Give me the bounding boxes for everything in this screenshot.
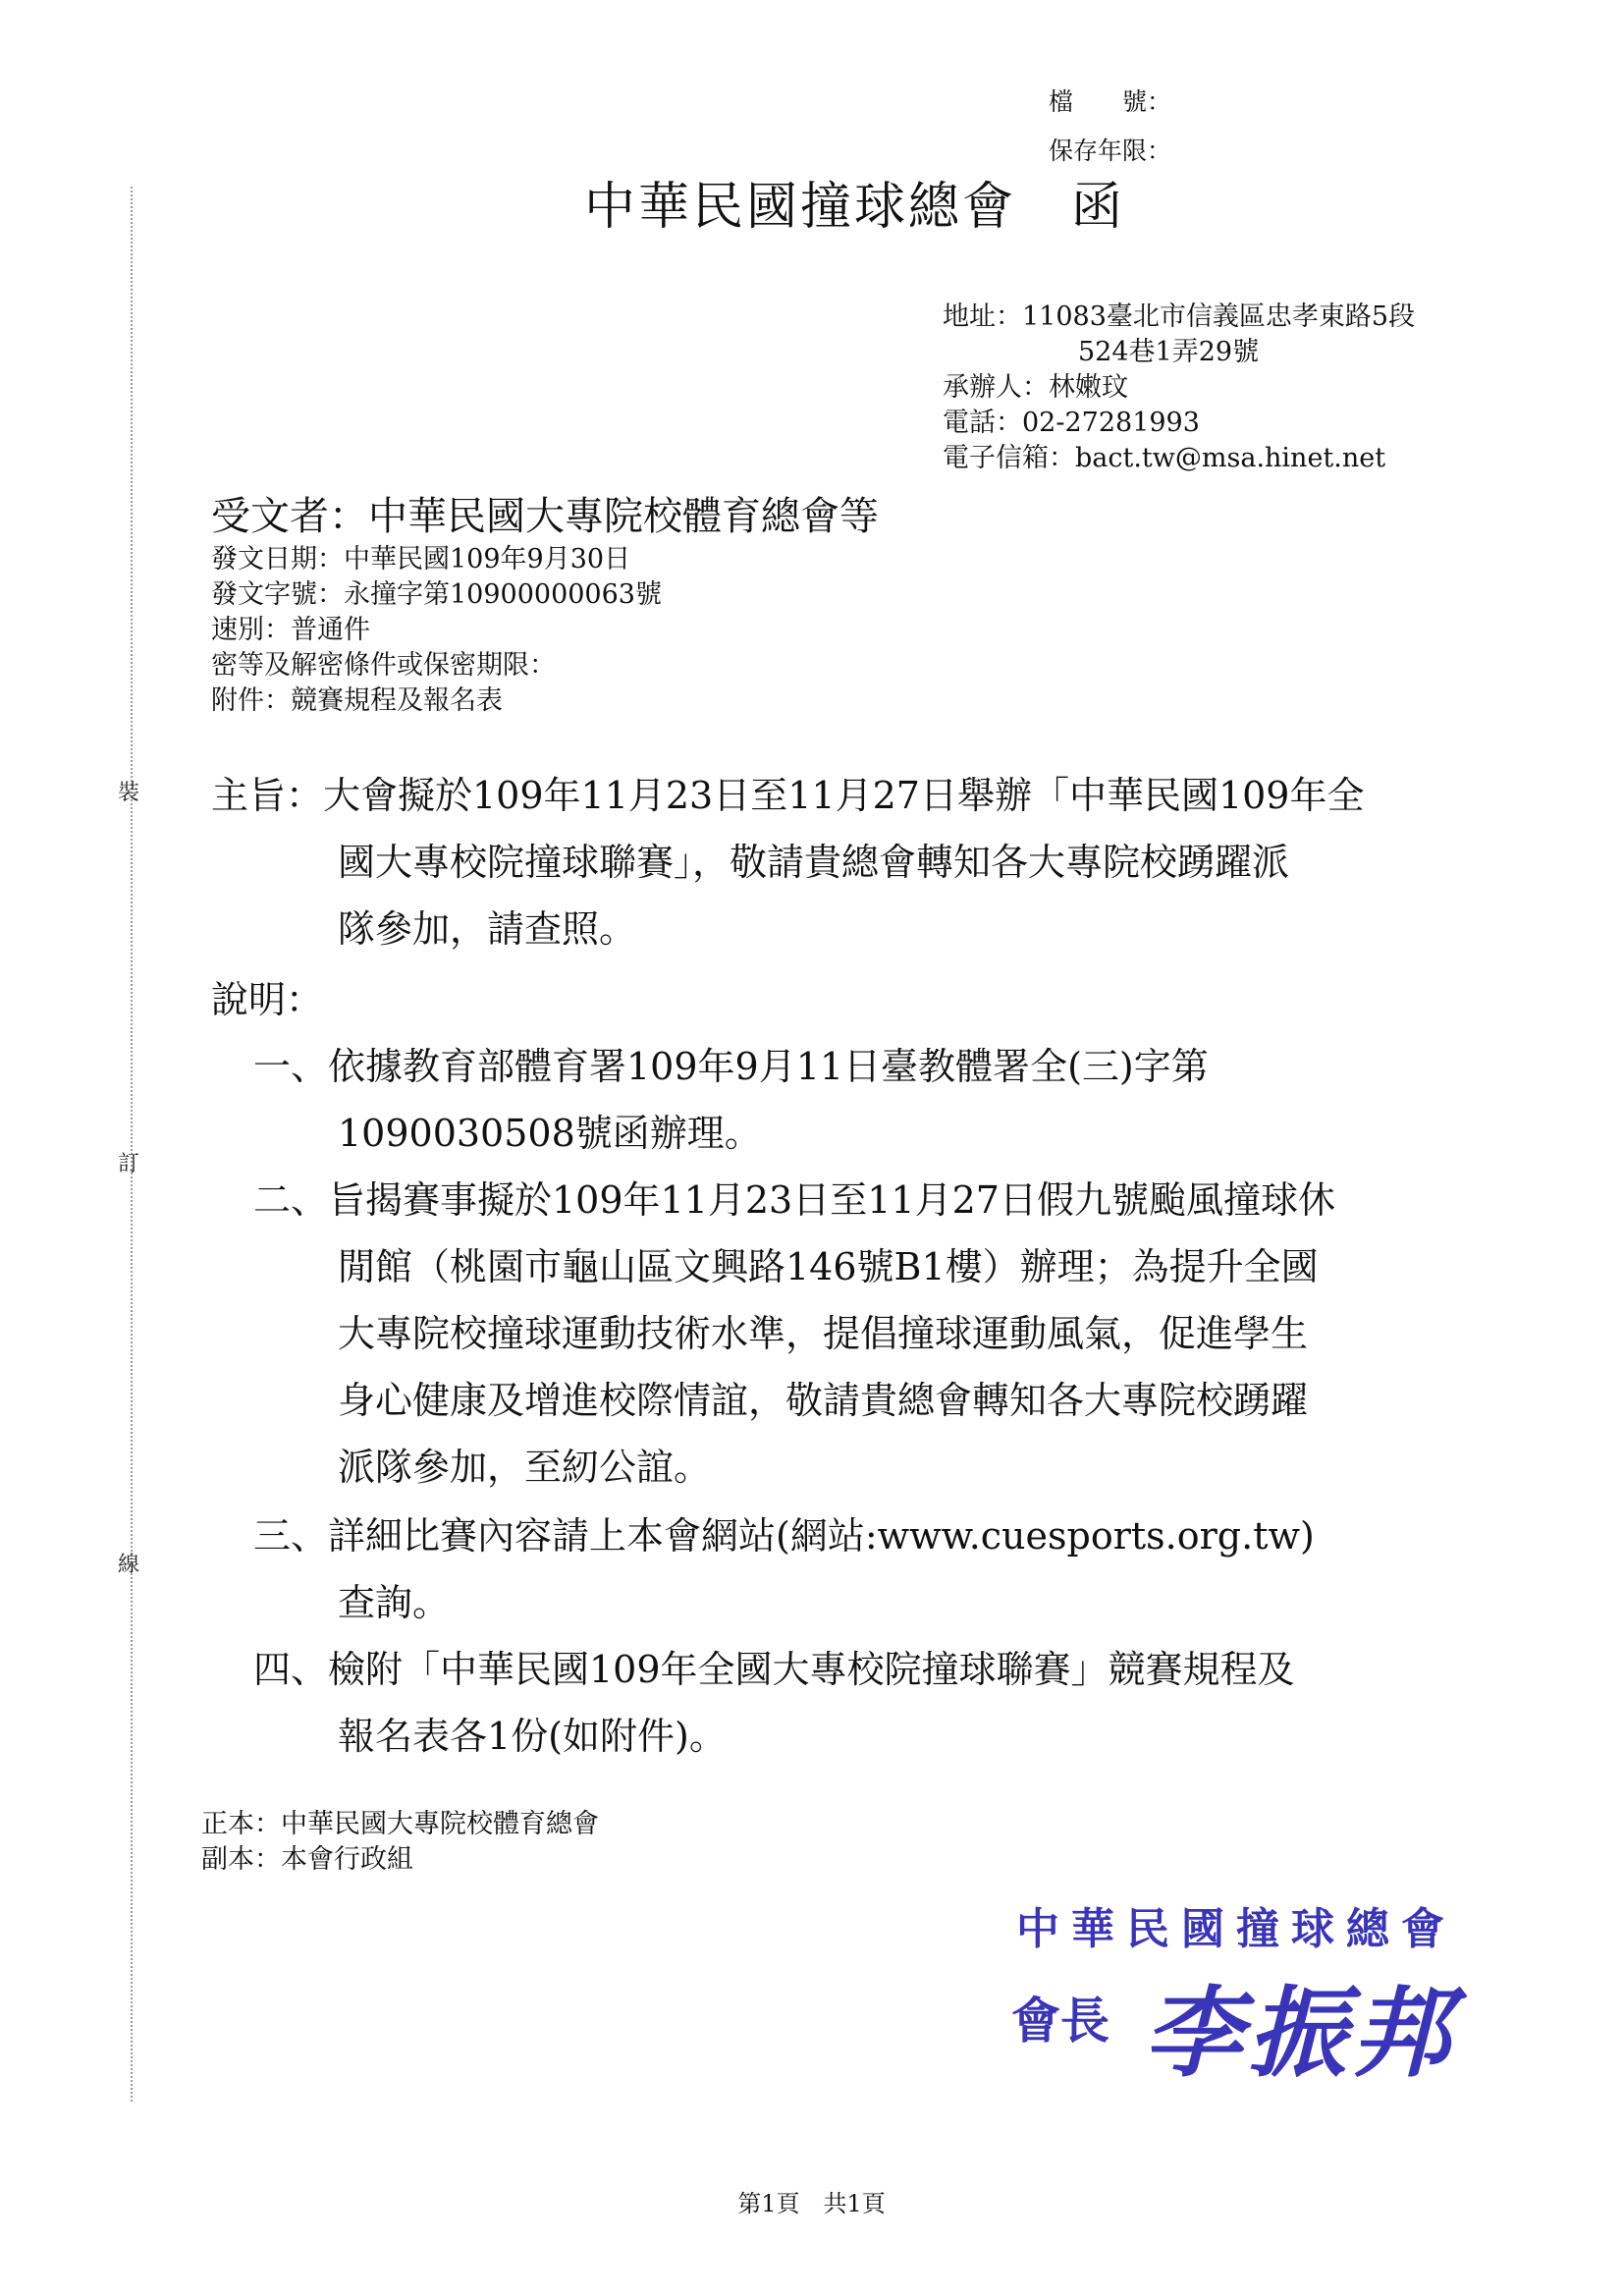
item-line: 派隊參加，至紉公誼。 <box>338 1446 712 1489</box>
item-line: 身心健康及增進校際情誼，敬請貴總會轉知各大專院校踴躍 <box>338 1379 1309 1422</box>
seal-signature-name: 李振邦 <box>1144 1975 1456 2091</box>
binding-mark-xian: 線 <box>118 1553 140 1577</box>
item-2 <box>253 1167 1335 1501</box>
sender-address-cont: 524巷1弄29號 <box>1078 337 1260 367</box>
attachment: 附件：競賽規程及報名表 <box>211 685 503 716</box>
document-form: 函 <box>1071 178 1126 237</box>
explanation-label-text: 說明： <box>211 978 324 1021</box>
sender-block <box>943 300 1415 476</box>
seal-title: 會長 <box>1011 1992 1109 2050</box>
item-line: 二、旨揭賽事擬於109年11月23日至11月27日假九號颱風撞球休 <box>253 1178 1335 1222</box>
item-line: 報名表各1份(如附件)。 <box>338 1715 727 1758</box>
retention-period-label: 保存年限： <box>1049 137 1172 165</box>
item-line: 一、依據教育部體育署109年9月11日臺教體署全(三)字第 <box>253 1045 1209 1088</box>
item-line: 四、檢附「中華民國109年全國大專校院撞球聯賽」競賽規程及 <box>253 1648 1295 1691</box>
sender-phone: 電話：02-27281993 <box>943 408 1200 438</box>
delivery-speed: 速別：普通件 <box>211 615 370 645</box>
item-1 <box>253 1033 1209 1167</box>
binding-line <box>131 187 133 2102</box>
item-line: 1090030508號函辦理。 <box>338 1112 762 1155</box>
item-line: 查詢。 <box>338 1581 451 1624</box>
reference-number: 發文字號：永撞字第10900000063號 <box>211 579 662 610</box>
original-recipient: 正本：中華民國大專院校體育總會 <box>201 1809 599 1839</box>
sender-address: 地址：11083臺北市信義區忠孝東路5段 <box>943 301 1416 332</box>
copy-recipient: 副本：本會行政組 <box>201 1844 413 1875</box>
page-footer: 第1頁 共1頁 <box>737 2190 886 2217</box>
secrecy-level: 密等及解密條件或保密期限： <box>211 650 556 681</box>
item-line: 三、詳細比賽內容請上本會網站(網站:www.cuesports.org.tw) <box>253 1514 1315 1558</box>
file-number-label: 檔 號： <box>1049 87 1172 116</box>
item-3 <box>253 1503 1315 1636</box>
sender-contact: 承辦人：林嫩玟 <box>943 372 1128 403</box>
item-4 <box>253 1636 1295 1770</box>
recipient: 受文者：中華民國大專院校體育總會等 <box>211 494 879 539</box>
seal-organization: 中華民國撞球總會 <box>1016 1904 1456 1954</box>
document-title <box>584 165 1125 239</box>
organization-name: 中華民國撞球總會 <box>584 178 1017 237</box>
subject-line: 主旨：大會擬於109年11月23日至11月27日舉辦「中華民國109年全 <box>211 774 1365 817</box>
sender-email: 電子信箱：bact.tw@msa.hinet.net <box>943 443 1386 473</box>
explanation-label <box>211 966 323 1033</box>
issue-date: 發文日期：中華民國109年9月30日 <box>211 544 631 574</box>
item-line: 閒館（桃園市龜山區文興路146號B1樓）辦理；為提升全國 <box>338 1245 1319 1288</box>
binding-mark-zhuang: 裝 <box>118 781 140 805</box>
subject-line: 隊參加，請查照。 <box>338 907 637 951</box>
binding-mark-ding: 訂 <box>118 1152 140 1176</box>
item-line: 大專院校撞球運動技術水準，提倡撞球運動風氣，促進學生 <box>338 1312 1309 1355</box>
copies-block <box>201 1807 599 1878</box>
meta-block <box>211 542 662 719</box>
subject <box>211 762 1364 962</box>
subject-line: 國大專校院撞球聯賽」，敬請貴總會轉知各大專院校踴躍派 <box>338 841 1290 884</box>
